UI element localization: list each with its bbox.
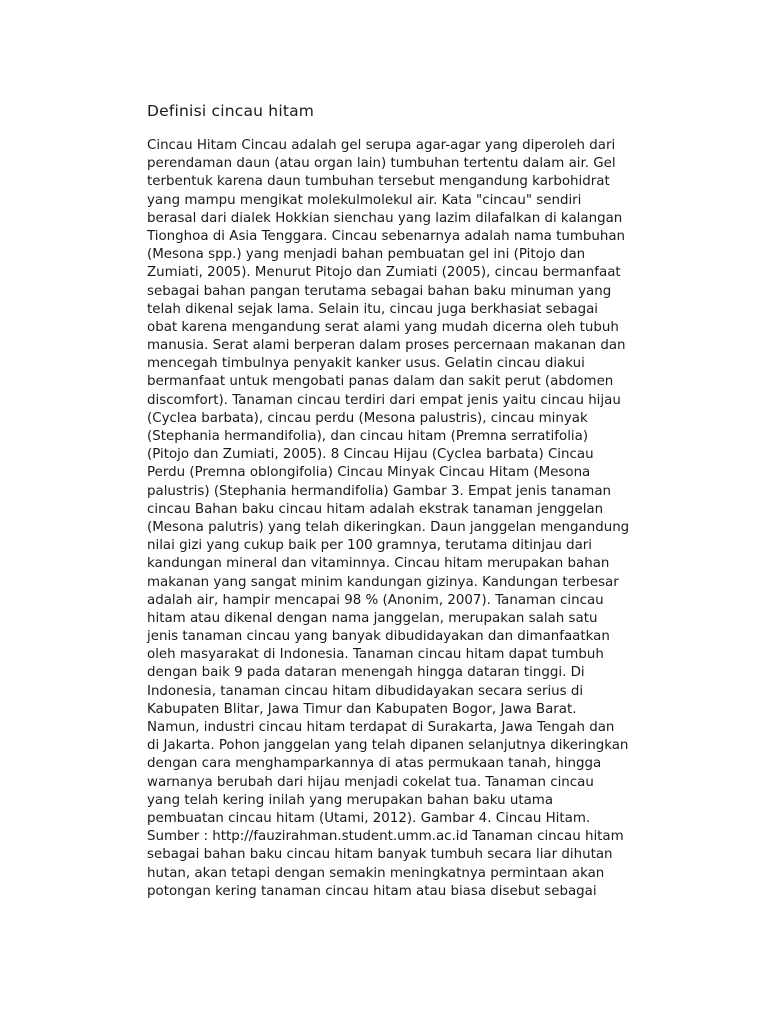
body-text-line: potongan kering tanaman cincau hitam atau biasa disebut sebagai (147, 883, 597, 899)
document-title: Definisi cincau hitam (147, 102, 315, 120)
body-text-line: Indonesia, tanaman cincau hitam dibudidayakan secara serius di (147, 683, 584, 699)
body-text-line: mencegah timbulnya penyakit kanker usus. Gelatin cincau diakui (147, 356, 585, 372)
body-text-line: berasal dari dialek Hokkian sienchau yang lazim dilafalkan di kalangan (147, 210, 623, 226)
body-text-line: (Mesona palutris) yang telah dikeringkan. Daun janggelan mengandung (147, 519, 630, 535)
body-text-line: sebagai bahan baku cincau hitam banyak tumbuh secara liar dihutan (147, 847, 613, 863)
body-text-line: di Jakarta. Pohon janggelan yang telah dipanen selanjutnya dikeringkan (147, 738, 629, 754)
body-text-line: pembuatan cincau hitam (Utami, 2012). Gambar 4. Cincau Hitam. (147, 810, 591, 826)
body-text-line: Perdu (Premna oblongifolia) Cincau Minyak Cincau Hitam (Mesona (147, 465, 591, 481)
body-text-line: cincau Bahan baku cincau hitam adalah ekstrak tanaman jenggelan (147, 501, 604, 517)
body-text-line: hutan, akan tetapi dengan semakin meningkatnya permintaan akan (147, 865, 605, 881)
body-text-line: manusia. Serat alami berperan dalam proses percernaan makanan dan (147, 338, 626, 354)
body-text-line: Sumber : http://fauzirahman.student.umm.ac.id Tanaman cincau hitam (147, 829, 624, 845)
body-text-line: (Stephania hermandifolia), dan cincau hitam (Premna serratifolia) (147, 429, 589, 444)
body-text-line: kandungan mineral dan vitaminnya. Cincau hitam merupakan bahan (147, 556, 610, 572)
body-text-line: Namun, industri cincau hitam terdapat di Surakarta, Jawa Tengah dan (147, 720, 615, 735)
body-text-line: obat karena mengandung serat alami yang mudah dicerna oleh tubuh (147, 319, 619, 335)
body-text-line: terbentuk karena daun tumbuhan tersebut mengandung karbohidrat (147, 174, 610, 190)
body-text-line: adalah air, hampir mencapai 98 % (Anonim, 2007). Tanaman cincau (147, 592, 604, 608)
body-text-line: oleh masyarakat di Indonesia. Tanaman cincau hitam dapat tumbuh (147, 647, 604, 663)
body-text-line: jenis tanaman cincau yang banyak dibudidayakan dan dimanfaatkan (147, 629, 610, 645)
body-text-line: (Cyclea barbata), cincau perdu (Mesona palustris), cincau minyak (147, 410, 588, 426)
body-text-line: (Mesona spp.) yang menjadi bahan pembuatan gel ini (Pitojo dan (147, 247, 586, 263)
body-text-line: nilai gizi yang cukup baik per 100 gramnya, terutama ditinjau dari (147, 538, 593, 554)
body-text-line: Kabupaten Blitar, Jawa Timur dan Kabupaten Bogor, Jawa Barat. (147, 701, 577, 717)
body-text-line: palustris) (Stephania hermandifolia) Gambar 3. Empat jenis tanaman (147, 483, 612, 499)
body-text-line: yang mampu mengikat molekulmolekul air. Kata "cincau" sendiri (147, 192, 582, 208)
body-text-line: Cincau Hitam Cincau adalah gel serupa agar-agar yang diperoleh dari (147, 138, 616, 153)
body-text (147, 137, 667, 901)
body-text-line: hitam atau dikenal dengan nama janggelan, merupakan salah satu (147, 610, 598, 626)
body-text-line: sebagai bahan pangan terutama sebagai bahan baku minuman yang (147, 283, 612, 299)
body-text-line: discomfort). Tanaman cincau terdiri dari empat jenis yaitu cincau hijau (147, 392, 621, 408)
body-text-line: perendaman daun (atau organ lain) tumbuhan tertentu dalam air. Gel (147, 156, 616, 172)
body-text-line: bermanfaat untuk mengobati panas dalam dan sakit perut (abdomen (147, 374, 614, 390)
body-text-line: yang telah kering inilah yang merupakan bahan baku utama (147, 792, 554, 808)
body-text-line: Tionghoa di Asia Tenggara. Cincau sebenarnya adalah nama tumbuhan (147, 228, 626, 244)
body-text-line: Zumiati, 2005). Menurut Pitojo dan Zumiati (2005), cincau bermanfaat (147, 265, 621, 281)
body-text-line: telah dikenal sejak lama. Selain itu, cincau juga berkhasiat sebagai (147, 301, 598, 317)
body-text-line: warnanya berubah dari hijau menjadi cokelat tua. Tanaman cincau (147, 774, 594, 790)
body-text-line: dengan cara menghamparkannya di atas permukaan tanah, hingga (147, 756, 602, 772)
body-text-line: makanan yang sangat minim kandungan gizinya. Kandungan terbesar (147, 574, 619, 590)
body-text-line: dengan baik 9 pada dataran menengah hingga dataran tinggi. Di (147, 665, 585, 681)
body-text-line: (Pitojo dan Zumiati, 2005). 8 Cincau Hijau (Cyclea barbata) Cincau (147, 447, 594, 463)
